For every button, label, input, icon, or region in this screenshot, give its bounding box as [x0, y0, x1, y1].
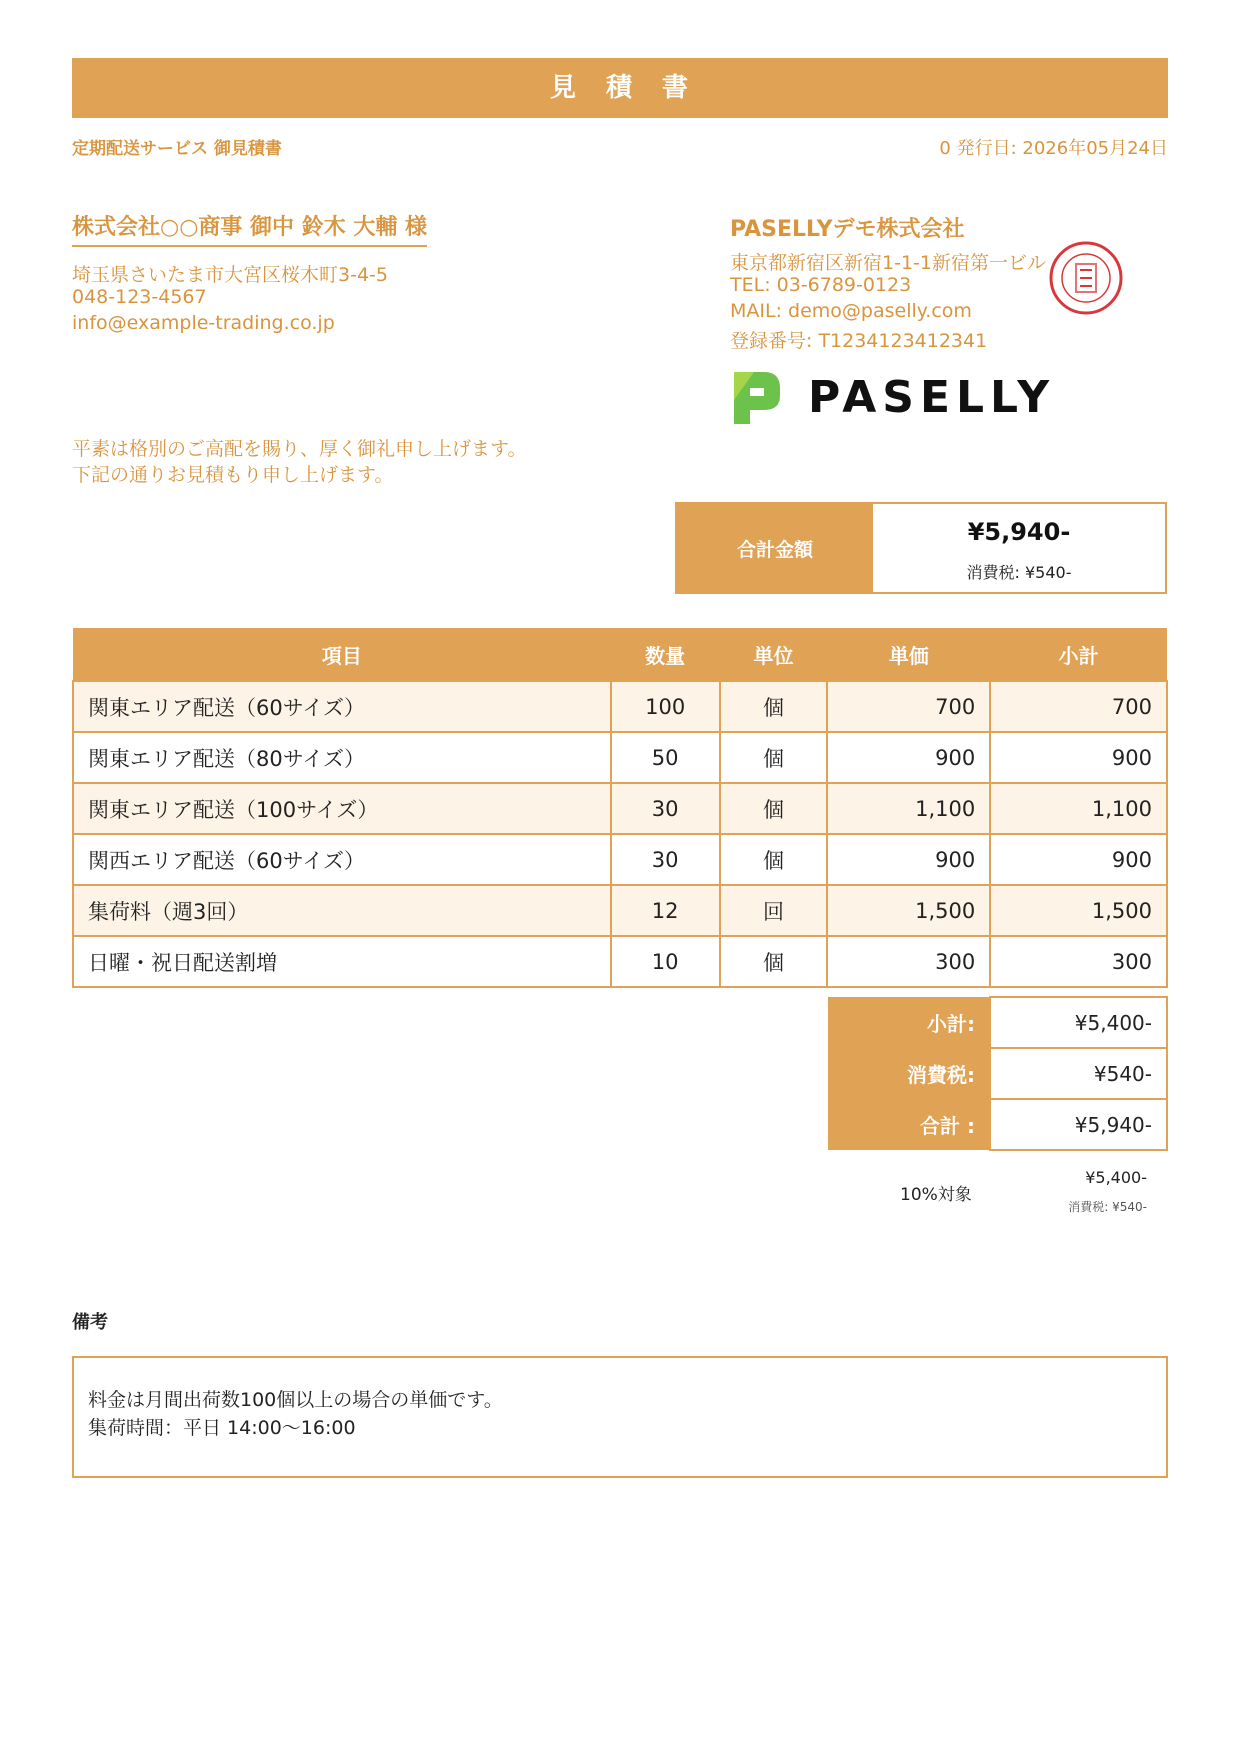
- item-name: 関東エリア配送（60サイズ）: [73, 681, 611, 732]
- greeting-line-2: 下記の通りお見積もり申し上げます。: [72, 464, 394, 486]
- total-amount-value: ¥5,940-: [967, 518, 1071, 546]
- item-name: 集荷料（週3回）: [73, 885, 611, 936]
- summary-subtotal-value: ¥5,400-: [990, 997, 1167, 1048]
- total-tax-value: 消費税: ¥540-: [966, 563, 1072, 582]
- table-row: [73, 885, 1167, 936]
- document-title: 見 積 書: [72, 58, 1168, 118]
- item-qty: 30: [611, 783, 720, 834]
- total-amount-label: 合計金額: [677, 504, 873, 592]
- item-price: 900: [827, 732, 990, 783]
- item-unit: 個: [720, 936, 828, 987]
- item-qty: 30: [611, 834, 720, 885]
- item-subtotal: 900: [990, 732, 1167, 783]
- summary-tax-value: ¥540-: [990, 1048, 1167, 1099]
- header-unit: 単位: [720, 628, 828, 681]
- item-unit: 個: [720, 681, 828, 732]
- tax-target-amount: ¥5,400-: [1085, 1168, 1147, 1187]
- item-price: 1,500: [827, 885, 990, 936]
- tax-rate-target-label: 10%対象: [900, 1185, 972, 1205]
- header-price: 単価: [827, 628, 990, 681]
- item-subtotal: 300: [990, 936, 1167, 987]
- issue-date: 0 発行日: 2026年05月24日: [939, 138, 1168, 159]
- notes-heading: 備考: [72, 1312, 108, 1333]
- summary-tax-label: 消費税:: [828, 1048, 990, 1099]
- item-subtotal: 1,500: [990, 885, 1167, 936]
- summary-total-value: ¥5,940-: [990, 1099, 1167, 1150]
- client-address: 埼玉県さいたま市大宮区桜木町3-4-5: [72, 264, 388, 286]
- item-price: 300: [827, 936, 990, 987]
- summary-table: [828, 996, 1168, 1151]
- client-name: 株式会社○○商事 御中 鈴木 大輔 様: [72, 210, 427, 247]
- item-subtotal: 900: [990, 834, 1167, 885]
- company-name: PASELLYデモ株式会社: [730, 217, 965, 242]
- summary-total-label: 合計 :: [828, 1099, 990, 1150]
- paselly-logo: [730, 366, 1060, 430]
- item-qty: 100: [611, 681, 720, 732]
- table-row: [73, 834, 1167, 885]
- item-name: 関東エリア配送（100サイズ）: [73, 783, 611, 834]
- document-subtitle: 定期配送サービス 御見積書: [72, 139, 282, 159]
- header-subtotal: 小計: [990, 628, 1167, 681]
- table-header-row: [73, 628, 1167, 681]
- item-subtotal: 700: [990, 681, 1167, 732]
- item-unit: 個: [720, 783, 828, 834]
- item-unit: 個: [720, 732, 828, 783]
- line-items-table: [72, 628, 1168, 988]
- summary-subtotal-label: 小計:: [828, 997, 990, 1048]
- summary-total-row: [828, 1099, 1167, 1150]
- item-qty: 10: [611, 936, 720, 987]
- item-unit: 回: [720, 885, 828, 936]
- company-registration: 登録番号: T1234123412341: [730, 330, 988, 352]
- header-qty: 数量: [611, 628, 720, 681]
- greeting-line-1: 平素は格別のご高配を賜り、厚く御礼申し上げます。: [72, 438, 527, 460]
- item-name: 関西エリア配送（60サイズ）: [73, 834, 611, 885]
- company-address: 東京都新宿区新宿1-1-1新宿第一ビル: [730, 252, 1046, 274]
- item-price: 700: [827, 681, 990, 732]
- company-mail: MAIL: demo@paselly.com: [730, 300, 972, 322]
- summary-tax-row: [828, 1048, 1167, 1099]
- item-subtotal: 1,100: [990, 783, 1167, 834]
- item-price: 900: [827, 834, 990, 885]
- table-row: [73, 732, 1167, 783]
- item-name: 日曜・祝日配送割増: [73, 936, 611, 987]
- item-unit: 個: [720, 834, 828, 885]
- item-qty: 50: [611, 732, 720, 783]
- company-tel: TEL: 03-6789-0123: [730, 274, 912, 296]
- item-name: 関東エリア配送（80サイズ）: [73, 732, 611, 783]
- summary-subtotal-row: [828, 997, 1167, 1048]
- notes-box: [72, 1356, 1168, 1478]
- svg-text:PASELLY: PASELLY: [808, 372, 1056, 423]
- table-row: [73, 681, 1167, 732]
- header-item: 項目: [73, 628, 611, 681]
- table-row: [73, 936, 1167, 987]
- item-qty: 12: [611, 885, 720, 936]
- total-amount-box: [675, 502, 1167, 594]
- company-seal-stamp: [1048, 240, 1124, 316]
- notes-line-2: 集荷時間：平日 14:00〜16:00: [88, 1417, 356, 1439]
- tax-target-tax: 消費税: ¥540-: [1068, 1200, 1147, 1214]
- client-email: info@example-trading.co.jp: [72, 312, 335, 334]
- item-price: 1,100: [827, 783, 990, 834]
- notes-line-1: 料金は月間出荷数100個以上の場合の単価です。: [88, 1389, 503, 1411]
- table-row: [73, 783, 1167, 834]
- client-tel: 048-123-4567: [72, 286, 207, 308]
